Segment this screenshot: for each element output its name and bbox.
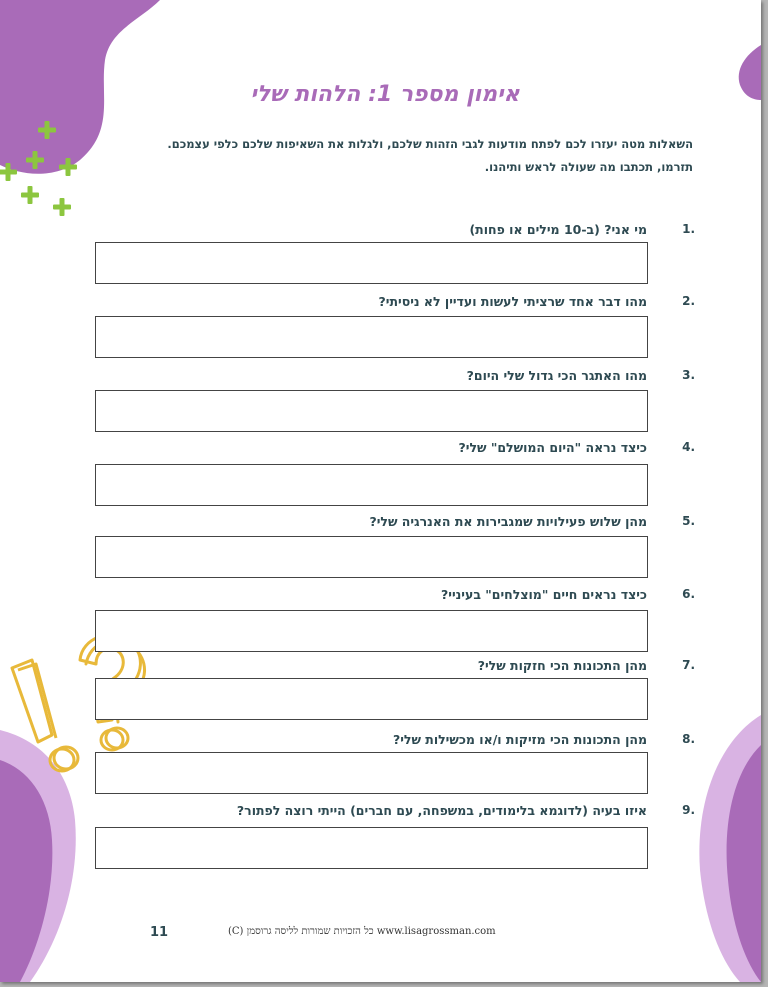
plus-icon xyxy=(21,186,39,204)
question-6 xyxy=(95,587,695,607)
answer-box-4[interactable] xyxy=(95,464,648,506)
intro-line-1: השאלות מטה יעזרו לכם לפתח מודעות לגבי הזהות שלכם, ולגלות את השאיפות שלכם כלפי עצמכם. xyxy=(167,137,693,151)
question-text: מהן התכונות הכי חזקות שלי? xyxy=(477,658,647,673)
question-number: .6 xyxy=(682,587,695,601)
question-text: מהו דבר אחד שרציתי לעשות ועדיין לא ניסיתי? xyxy=(378,294,647,309)
question-number: .3 xyxy=(682,368,695,382)
question-text: מהן שלוש פעילויות שמגבירות את האנרגיה שלי? xyxy=(369,514,647,529)
page-number: 11 xyxy=(150,925,169,940)
answer-box-1[interactable] xyxy=(95,242,648,284)
answer-box-7[interactable] xyxy=(95,678,648,720)
answer-box-3[interactable] xyxy=(95,390,648,432)
question-number: .8 xyxy=(682,732,695,746)
question-8 xyxy=(95,732,695,752)
question-4 xyxy=(95,440,695,460)
question-5 xyxy=(95,514,695,534)
question-number: .1 xyxy=(682,222,695,236)
question-text: מהו האתגר הכי גדול שלי היום? xyxy=(466,368,647,383)
question-text: מהן התכונות הכי מזיקות ו/או מכשילות שלי? xyxy=(392,732,647,747)
answer-box-2[interactable] xyxy=(95,316,648,358)
answer-box-8[interactable] xyxy=(95,752,648,794)
page-title: אימון מספר 1: הלהות שלי xyxy=(250,82,520,107)
question-7 xyxy=(95,658,695,678)
question-9 xyxy=(95,803,695,823)
answer-box-5[interactable] xyxy=(95,536,648,578)
intro-line-2: תזרמו, תכתבו מה שעולה לראש ותיהנו. xyxy=(484,160,693,174)
question-number: .2 xyxy=(682,294,695,308)
question-text: כיצד נראים חיים "מוצלחים" בעיניי? xyxy=(441,587,647,602)
question-3 xyxy=(95,368,695,388)
question-number: .4 xyxy=(682,440,695,454)
plus-icon xyxy=(53,198,71,216)
question-number: .9 xyxy=(682,803,695,817)
question-text: כיצד נראה "היום המושלם" שלי? xyxy=(458,440,647,455)
question-number: .7 xyxy=(682,658,695,672)
question-1 xyxy=(95,222,695,242)
question-text: איזו בעיה (לדוגמא בלימודים, במשפחה, עם חברים) הייתי רוצה לפתור? xyxy=(236,803,647,818)
copyright-credit: (C) כל הזכויות שמורות לליסה גרוסמן www.lisagrossman.com xyxy=(228,926,496,937)
answer-box-6[interactable] xyxy=(95,610,648,652)
top-right-blob xyxy=(739,45,761,100)
question-number: .5 xyxy=(682,514,695,528)
question-2 xyxy=(95,294,695,314)
question-text: מי אני? (ב-10 מילים או פחות) xyxy=(469,222,647,237)
answer-box-9[interactable] xyxy=(95,827,648,869)
